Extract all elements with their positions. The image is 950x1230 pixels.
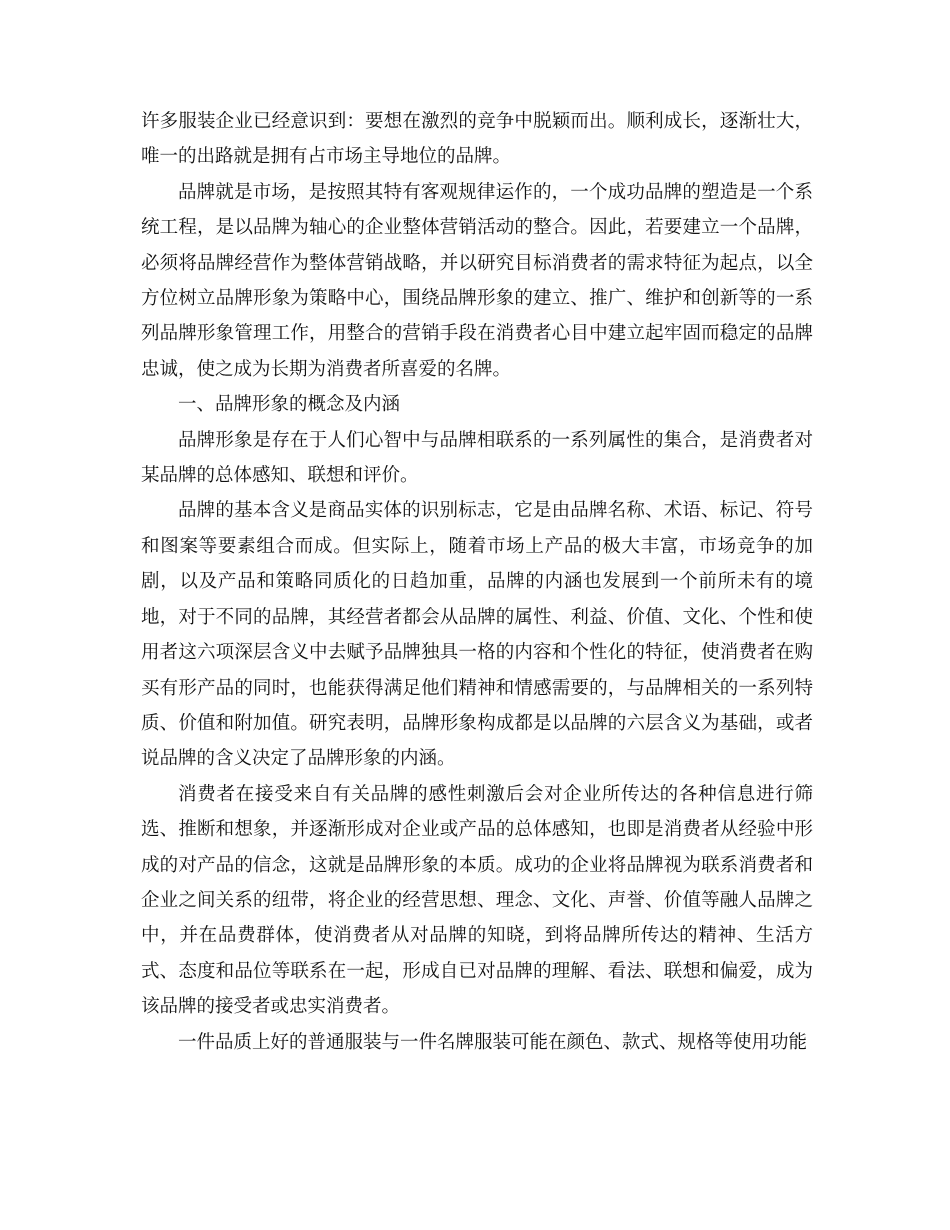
document-body [141, 104, 813, 1060]
section-heading: 一、品牌形象的概念及内涵 [178, 394, 401, 416]
paragraph-brand-image-definition: 品牌形象是存在于人们心智中与品牌相联系的一系列属性的集合，是消费者对某品牌的总体感知、联想和评价。 [141, 429, 813, 487]
paragraph-brand-basic-meaning: 品牌的基本含义是商品实体的识别标志，它是由品牌名称、术语、标记、符号和图案等要素组合而成。但实际上，随着市场上产品的极大丰富，市场竞争的加剧，以及产品和策略同质化的日趋加重，品牌的内涵也发展到一个前所未有的境地，对于不同的品牌，其经营者都会从品牌的属性、利益、价值、文化、个性和使用者这六项深层含义中去赋予品牌独具一格的内容和个性化的特征，使消费者在购买有形产品的同时，也能获得满足他们精神和情感需要的，与品牌相关的一系列特质、价值和附加值。研究表明，品牌形象构成都是以品牌的六层含义为基础，或者说品牌的含义决定了品牌形象的内涵。 [141, 500, 813, 770]
paragraph-intro: 许多服装企业已经意识到：要想在激烈的竞争中脱颖而出。顺利成长，逐渐壮大，唯一的出路就是拥有占市场主导地位的品牌。 [141, 111, 813, 168]
paragraph-consumer-perception: 消费者在接受来自有关品牌的感性刺激后会对企业所传达的各种信息进行筛选、推断和想象，并逐渐形成对企业或产品的总体感知，也即是消费者从经验中形成的对产品的信念，这就是品牌形象的本质。成功的企业将品牌视为联系消费者和企业之间关系的纽带，将企业的经营思想、理念、文化、声誉、价值等融人品牌之中，并在品费群体，使消费者从对品牌的知晓，到将品牌所传达的精神、生活方式、态度和品位等联系在一起，形成自已对品牌的理解、看法、联想和偏爱，成为该品牌的接受者或忠实消费者。 [141, 783, 813, 1018]
paragraph-quality-comparison: 一件品质上好的普通服装与一件名牌服装可能在颜色、款式、规格等使用功能 [178, 1031, 808, 1053]
paragraph-brand-market: 品牌就是市场，是按照其特有客观规律运作的，一个成功品牌的塑造是一个系统工程，是以品牌为轴心的企业整体营销活动的整合。因此，若要建立一个品牌，必须将品牌经营作为整体营销战略，并以研究目标消费者的需求特征为起点，以全方位树立品牌形象为策略中心，围绕品牌形象的建立、推广、维护和创新等的一系列品牌形象管理工作，用整合的营销手段在消费者心目中建立起牢固而稳定的品牌忠诚，使之成为长期为消费者所喜爱的名牌。 [141, 181, 813, 380]
